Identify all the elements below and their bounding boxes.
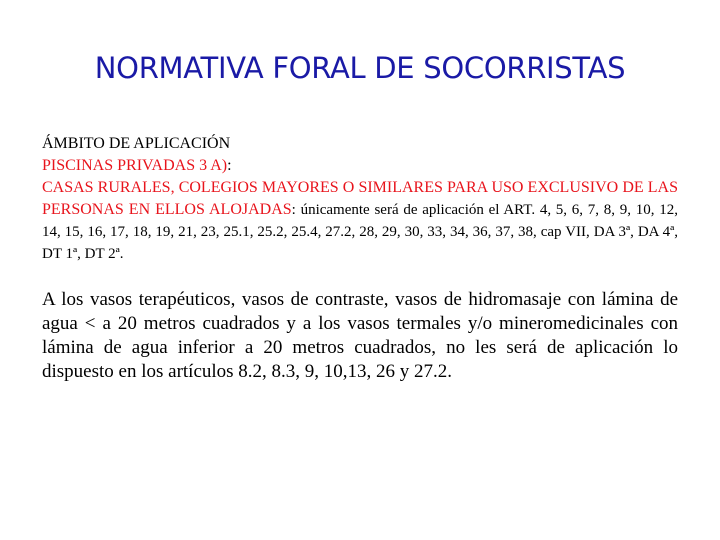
exception-paragraph: A los vasos terapéuticos, vasos de contraste, vasos de hidromasaje con lámina de agua < a 20 metros cuadrados y a los vasos termales y/o mineromedicinales con lámina de agua inferior a 20 metros cuadrados, no les será de aplicación lo dispuesto en los artículos 8.2, 8.3, 9, 10,13, 26 y 27.2.	[42, 289, 678, 382]
rural-houses-label: CASAS RURALES, COLEGIOS MAYORES O SIMILARES PARA USO EXCLUSIVO DE LAS PERSONAS EN ELLOS ALOJADAS	[42, 179, 678, 218]
rural-houses-articles: : únicamente será de aplicación el ART. 4, 5, 6, 7, 8, 9, 10, 12, 14, 15, 16, 17, 18, 19, 21, 23, 25.1, 25.2, 25.4, 27.2, 28, 29, 30, 33, 34, 36, 37, 38, cap VII, DA 3ª, DA 4ª, DT 1ª, DT 2ª.	[42, 202, 678, 262]
private-pools-suffix: :	[227, 157, 232, 174]
section-heading: ÁMBITO DE APLICACIÓN	[42, 135, 231, 152]
private-pools-line	[42, 155, 678, 177]
page-title: NORMATIVA FORAL DE SOCORRISTAS	[94, 51, 626, 85]
slide-body	[42, 133, 678, 384]
private-pools-label: PISCINAS PRIVADAS 3 A)	[42, 157, 228, 174]
rural-houses-paragraph	[42, 177, 678, 265]
